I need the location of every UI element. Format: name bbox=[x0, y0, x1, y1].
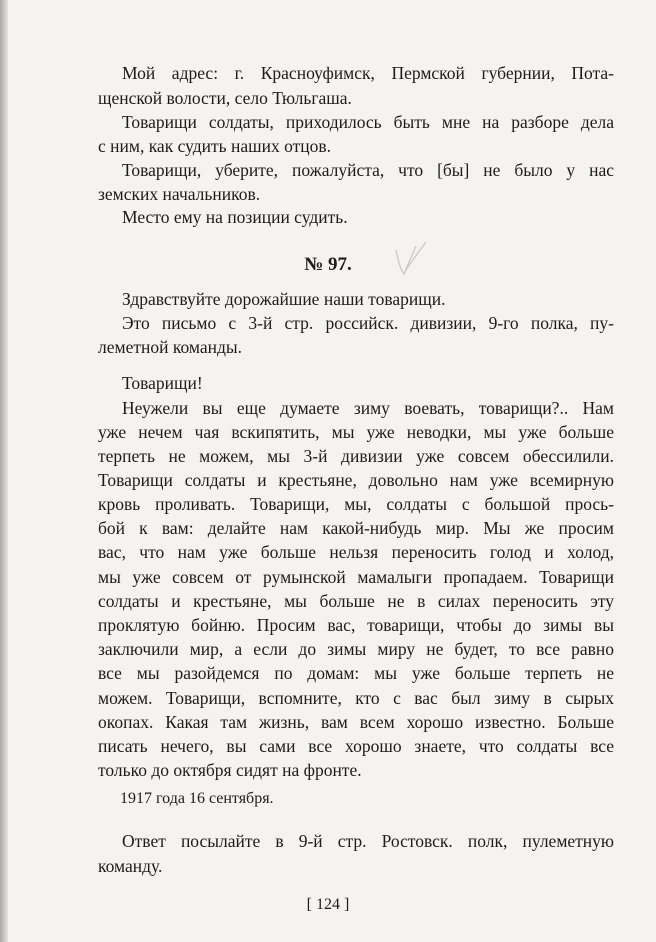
text-line: щенской волости, село Тюльгаша. bbox=[98, 88, 352, 108]
letter-date: 1917 года 16 сентября. bbox=[120, 790, 274, 807]
text-line: Товарищи, уберите, пожалуйста, что [бы] не было у нас bbox=[122, 160, 614, 180]
text-line: Товарищи! bbox=[122, 373, 203, 393]
text-line: леметной команды. bbox=[98, 337, 242, 357]
text-line: Место ему на позиции судить. bbox=[122, 207, 348, 227]
text-line: Мой адрес: г. Красноуфимск, Пермской губернии, Пота- bbox=[122, 63, 614, 83]
text-line: с ним, как судить наших отцов. bbox=[98, 136, 332, 156]
page-edge-shadow bbox=[0, 0, 8, 942]
document-number-heading: № 97. bbox=[304, 254, 352, 275]
text-line: Ответ посылайте в 9-й стр. Ростовск. полк, пулеметную bbox=[122, 831, 614, 851]
text-line: вас, что нам уже больше нельзя переносить голод и холод, bbox=[98, 542, 614, 562]
text-line: проклятую бойню. Просим вас, товарищи, чтобы до зимы вы bbox=[98, 615, 614, 635]
text-line: писать нечего, вы сами все хорошо знаете, что солдаты все bbox=[98, 736, 614, 756]
pencil-mark-annotation bbox=[392, 240, 432, 280]
text-line: заключили мир, а если до зимы миру не будет, то все равно bbox=[98, 639, 614, 659]
text-line: только до октября сидят на фронте. bbox=[98, 760, 362, 780]
text-line: терпеть не можем, мы 3-й дивизии уже совсем обессилили. bbox=[98, 446, 614, 466]
text-line: Товарищи солдаты, приходилось быть мне на разборе дела bbox=[122, 112, 614, 132]
text-line: мы уже совсем от румынской мамалыги пропадаем. Товарищи bbox=[98, 567, 614, 587]
text-line: Здравствуйте дорожайшие наши товарищи. bbox=[122, 289, 446, 309]
text-line: уже нечем чая вскипятить, мы уже неводки, мы уже больше bbox=[98, 422, 614, 442]
text-line: команду. bbox=[98, 856, 163, 876]
text-line: солдаты и крестьяне, мы больше не в силах переносить эту bbox=[98, 591, 614, 611]
text-line: Товарищи солдаты и крестьяне, довольно нам уже всемирную bbox=[98, 470, 614, 490]
text-line: кровь проливать. Товарищи, мы, солдаты с большой прось- bbox=[98, 494, 614, 514]
text-line: все мы разойдемся по домам: мы уже больше терпеть не bbox=[98, 663, 614, 683]
text-line: Неужели вы еще думаете зиму воевать, товарищи?.. Нам bbox=[122, 398, 614, 418]
text-line: можем. Товарищи, вспомните, кто с вас был зиму в сырых bbox=[98, 688, 614, 708]
page-number: [ 124 ] bbox=[306, 896, 350, 913]
text-line: земских начальников. bbox=[98, 184, 261, 204]
text-line: окопах. Какая там жизнь, вам всем хорошо известно. Больше bbox=[98, 712, 614, 732]
text-line: Это письмо с 3-й стр. российск. дивизии, 9-го полка, пу- bbox=[122, 313, 614, 333]
text-line: бой к вам: делайте нам какой-нибудь мир. Мы же просим bbox=[98, 518, 614, 538]
